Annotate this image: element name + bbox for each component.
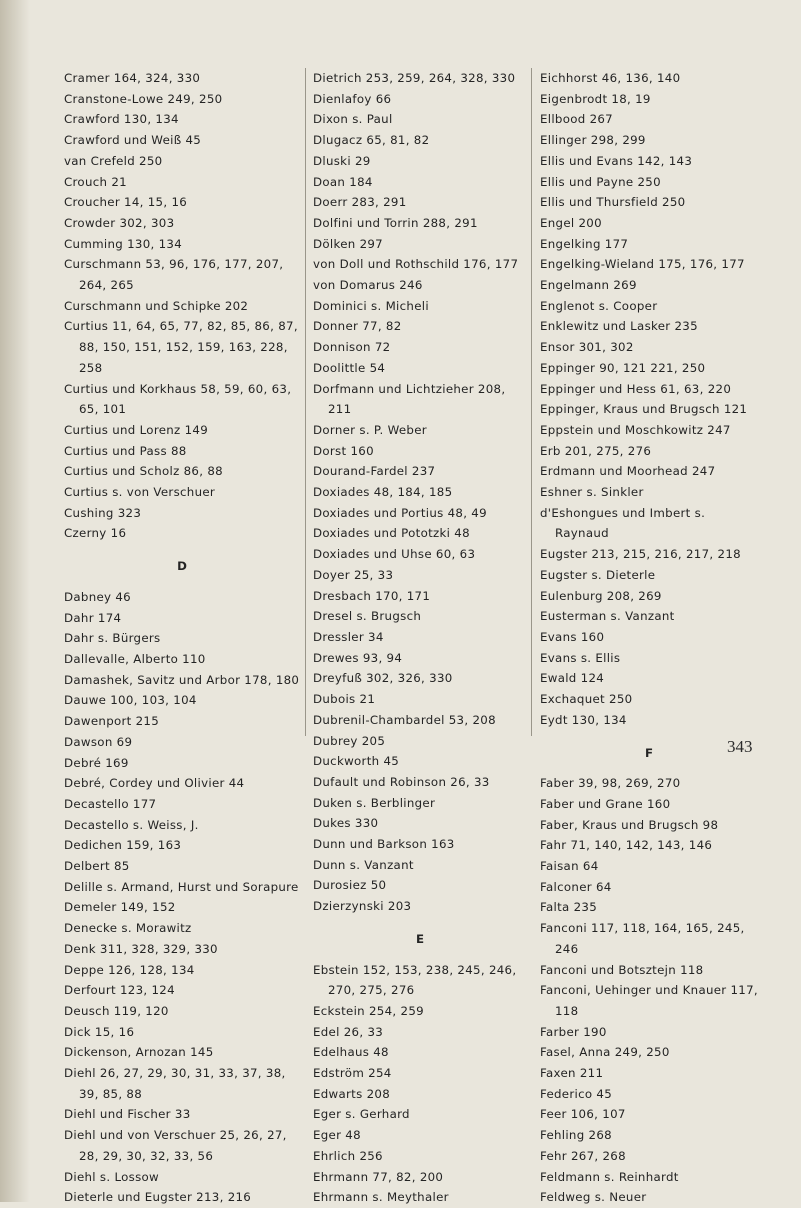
index-entry: Dufault und Robinson 26, 33 (313, 774, 490, 789)
index-entry: Eger 48 (313, 1128, 361, 1143)
index-entry: Eulenburg 208, 269 (540, 588, 662, 603)
index-entry: Eppinger 90, 121 221, 250 (540, 360, 706, 375)
index-entry: Fehling 268 (540, 1128, 612, 1143)
index-entry: Diehl s. Lossow (64, 1169, 160, 1184)
index-entry: Faisan 64 (540, 859, 599, 874)
index-entry: Curtius s. von Verschuer (64, 485, 216, 500)
index-entry: Diehl und von Verschuer 25, 26, 27, 28, 29, 30, 32, 33, 56 (64, 1128, 287, 1163)
index-entry: Dauwe 100, 103, 104 (64, 693, 197, 708)
column-divider (531, 68, 532, 736)
index-entry: Durosiez 50 (313, 878, 387, 893)
index-entry: Dunn s. Vanzant (313, 857, 414, 872)
index-entry: Drewes 93, 94 (313, 650, 403, 665)
index-entry: Dunn und Barkson 163 (313, 837, 455, 852)
index-entry: Enklewitz und Lasker 235 (540, 319, 698, 334)
index-entry: Doolittle 54 (313, 360, 386, 375)
index-entry: Feldmann s. Reinhardt (540, 1169, 679, 1184)
index-entry: Dedichen 159, 163 (64, 838, 182, 853)
index-entry: Dawenport 215 (64, 714, 160, 729)
index-entry: Donnison 72 (313, 340, 391, 355)
index-entry: Dahr s. Bürgers (64, 631, 161, 646)
index-entry: Feer 106, 107 (540, 1107, 626, 1122)
index-entry: Dorner s. P. Weber (313, 422, 427, 437)
index-entry: Fanconi 117, 118, 164, 165, 245, 246 (540, 921, 745, 956)
index-entry: Dickenson, Arnozan 145 (64, 1045, 214, 1060)
index-entry: Doerr 283, 291 (313, 195, 407, 210)
index-entry: Curtius 11, 64, 65, 77, 82, 85, 86, 87, 88, 150, 151, 152, 159, 163, 228, 258 (64, 319, 298, 375)
column-divider (305, 68, 306, 736)
index-entry: Denk 311, 328, 329, 330 (64, 941, 218, 956)
index-entry: Englenot s. Cooper (540, 298, 658, 313)
page-edge-shadow (0, 0, 30, 1202)
index-entry: Dreyfuß 302, 326, 330 (313, 671, 453, 686)
index-entry: Dallevalle, Alberto 110 (64, 651, 206, 666)
index-entry: Edelhaus 48 (313, 1045, 389, 1060)
index-column-3 (540, 68, 758, 1208)
index-entry: Ellis und Payne 250 (540, 174, 661, 189)
index-entry: Dabney 46 (64, 589, 131, 604)
index-entry: Eppinger und Hess 61, 63, 220 (540, 381, 732, 396)
index-entry: Faxen 211 (540, 1066, 604, 1081)
index-entry: Dahr 174 (64, 610, 122, 625)
index-entry: Dubois 21 (313, 692, 376, 707)
index-entry: Denecke s. Morawitz (64, 921, 192, 936)
index-entry: Delille s. Armand, Hurst und Sorapure (64, 879, 299, 894)
index-entry: Exchaquet 250 (540, 692, 633, 707)
index-entry: Ehrlich 256 (313, 1148, 383, 1163)
index-entry: Crowder 302, 303 (64, 215, 175, 230)
index-entry: Derfourt 123, 124 (64, 983, 175, 998)
index-entry: Ensor 301, 302 (540, 340, 634, 355)
index-entry: Dourand-Fardel 237 (313, 464, 436, 479)
page-number: 343 (727, 737, 753, 756)
index-entry: Fasel, Anna 249, 250 (540, 1045, 670, 1060)
index-entry: Duckworth 45 (313, 754, 400, 769)
index-entry: Ellinger 298, 299 (540, 133, 646, 148)
index-entry: Curtius und Pass 88 (64, 443, 187, 458)
index-entry: Curtius und Korkhaus 58, 59, 60, 63, 65, 101 (64, 381, 292, 417)
index-entry: Eger s. Gerhard (313, 1107, 410, 1122)
index-entry: Debré 169 (64, 755, 129, 770)
index-entry: Dresel s. Brugsch (313, 609, 422, 624)
index-entry: Eugster 213, 215, 216, 217, 218 (540, 547, 741, 562)
index-entry: Eshner s. Sinkler (540, 485, 644, 500)
index-entry: Cramer 164, 324, 330 (64, 71, 201, 85)
index-entry: Doxiades und Uhse 60, 63 (313, 547, 476, 562)
index-entry: Doxiades und Pototzki 48 (313, 526, 470, 541)
index-entry: Dick 15, 16 (64, 1024, 135, 1039)
index-entry: Debré, Cordey und Olivier 44 (64, 776, 245, 791)
index-entry: Ehrmann 77, 82, 200 (313, 1169, 444, 1184)
index-entry: Eppstein und Moschkowitz 247 (540, 422, 731, 437)
index-entry: Farber 190 (540, 1024, 607, 1039)
index-entry: Deusch 119, 120 (64, 1003, 169, 1018)
index-entry: Dresbach 170, 171 (313, 588, 431, 603)
index-entry: Edel 26, 33 (313, 1024, 384, 1039)
index-entry: von Doll und Rothschild 176, 177 (313, 257, 519, 272)
index-entry: Erdmann und Moorhead 247 (540, 464, 716, 479)
index-entry: Dolfini und Torrin 288, 291 (313, 215, 478, 230)
index-entry: Edström 254 (313, 1066, 392, 1081)
index-entry: Czerny 16 (64, 526, 127, 541)
index-entry: Falta 235 (540, 900, 598, 915)
index-entry: Ehrmann s. Meythaler (313, 1190, 449, 1205)
index-entry: Decastello 177 (64, 796, 157, 811)
index-entry: Doxiades 48, 184, 185 (313, 485, 453, 500)
index-entry: Federico 45 (540, 1086, 613, 1101)
index-entry: Ellis und Evans 142, 143 (540, 153, 693, 168)
index-entry: van Crefeld 250 (64, 153, 163, 168)
index-entry: Dubrey 205 (313, 733, 386, 748)
index-entry: Dzierzynski 203 (313, 899, 412, 914)
index-entry: Diehl 26, 27, 29, 30, 31, 33, 37, 38, 39, 85, 88 (64, 1066, 286, 1101)
index-entry: Curschmann und Schipke 202 (64, 298, 249, 313)
index-column-1 (64, 68, 300, 1208)
index-entry: Curtius und Lorenz 149 (64, 422, 208, 437)
index-entry: Doyer 25, 33 (313, 567, 394, 582)
index-entry: von Domarus 246 (313, 278, 423, 293)
index-entry: Dluski 29 (313, 153, 371, 168)
index-entry: Ewald 124 (540, 671, 605, 686)
index-entry: Fanconi und Botsztejn 118 (540, 962, 704, 977)
index-entry: Dressler 34 (313, 629, 384, 644)
section-letter-heading: D (177, 559, 187, 574)
index-entry: Engelking-Wieland 175, 176, 177 (540, 257, 745, 272)
index-entry: Decastello s. Weiss, J. (64, 817, 199, 832)
index-entry: Eusterman s. Vanzant (540, 609, 675, 624)
index-entry: Dixon s. Paul (313, 112, 393, 127)
index-entry: Eydt 130, 134 (540, 712, 627, 727)
index-entry: Eugster s. Dieterle (540, 567, 656, 582)
index-entry: Ebstein 152, 153, 238, 245, 246, 270, 275, 276 (313, 962, 517, 998)
index-entry: Dietrich 253, 259, 264, 328, 330 (313, 71, 516, 85)
index-entry: Damashek, Savitz und Arbor 178, 180 (64, 672, 300, 687)
index-entry: Crawford und Weiß 45 (64, 133, 202, 148)
index-entry: Eichhorst 46, 136, 140 (540, 71, 681, 85)
index-entry: Dorst 160 (313, 443, 374, 458)
index-entry: Fahr 71, 140, 142, 143, 146 (540, 838, 713, 853)
index-entry: Crouch 21 (64, 174, 127, 189)
index-entry: Diehl und Fischer 33 (64, 1107, 191, 1122)
index-entry: Doan 184 (313, 174, 373, 189)
index-entry: Dukes 330 (313, 816, 379, 831)
index-entry: Eppinger, Kraus und Brugsch 121 (540, 402, 748, 417)
index-entry: Engel 200 (540, 215, 602, 230)
index-entry: Evans s. Ellis (540, 650, 621, 665)
index-entry: Dölken 297 (313, 236, 383, 251)
index-entry: Demeler 149, 152 (64, 900, 176, 915)
index-entry: Dienlafoy 66 (313, 91, 392, 106)
index-entry: Deppe 126, 128, 134 (64, 962, 195, 977)
section-letter-heading: E (415, 931, 425, 946)
index-entry: Faber, Kraus und Brugsch 98 (540, 817, 719, 832)
index-entry: Faber und Grane 160 (540, 796, 671, 811)
index-entry: Erb 201, 275, 276 (540, 443, 652, 458)
index-entry: Dubrenil-Chambardel 53, 208 (313, 712, 496, 727)
index-entry: Dawson 69 (64, 734, 133, 749)
index-entry: Cranstone-Lowe 249, 250 (64, 91, 223, 106)
index-entry: Edwarts 208 (313, 1086, 391, 1101)
index-entry: Engelking 177 (540, 236, 629, 251)
index-entry: Curtius und Scholz 86, 88 (64, 464, 223, 479)
index-entry: Faber 39, 98, 269, 270 (540, 776, 681, 791)
index-entry: Donner 77, 82 (313, 319, 402, 334)
index-entry: Fehr 267, 268 (540, 1148, 626, 1163)
index-entry: Dieterle und Eugster 213, 216 (64, 1190, 252, 1205)
index-entry: Falconer 64 (540, 879, 612, 894)
index-entry: Duken s. Berblinger (313, 795, 436, 810)
index-entry: d'Eshongues und Imbert s. Raynaud (540, 505, 706, 541)
index-entry: Cushing 323 (64, 505, 142, 520)
index-entry: Evans 160 (540, 629, 605, 644)
index-entry: Eckstein 254, 259 (313, 1003, 424, 1018)
index-entry: Croucher 14, 15, 16 (64, 195, 188, 210)
index-column-2 (313, 68, 527, 1208)
section-letter-heading: F (644, 745, 654, 760)
index-entry: Eigenbrodt 18, 19 (540, 91, 651, 106)
index-entry: Dorfmann und Lichtzieher 208, 211 (313, 381, 506, 417)
index-entry: Doxiades und Portius 48, 49 (313, 505, 487, 520)
index-entry: Cumming 130, 134 (64, 236, 183, 251)
index-entry: Feldweg s. Neuer (540, 1190, 647, 1205)
index-entry: Fanconi, Uehinger und Knauer 117, 118 (540, 983, 758, 1018)
index-entry: Ellis und Thursfield 250 (540, 195, 686, 210)
index-entry: Crawford 130, 134 (64, 112, 179, 127)
index-entry: Dlugacz 65, 81, 82 (313, 133, 430, 148)
index-entry: Ellbood 267 (540, 112, 613, 127)
index-entry: Engelmann 269 (540, 278, 637, 293)
index-entry: Delbert 85 (64, 859, 130, 874)
index-entry: Curschmann 53, 96, 176, 177, 207, 264, 265 (64, 257, 284, 293)
index-entry: Dominici s. Micheli (313, 298, 429, 313)
